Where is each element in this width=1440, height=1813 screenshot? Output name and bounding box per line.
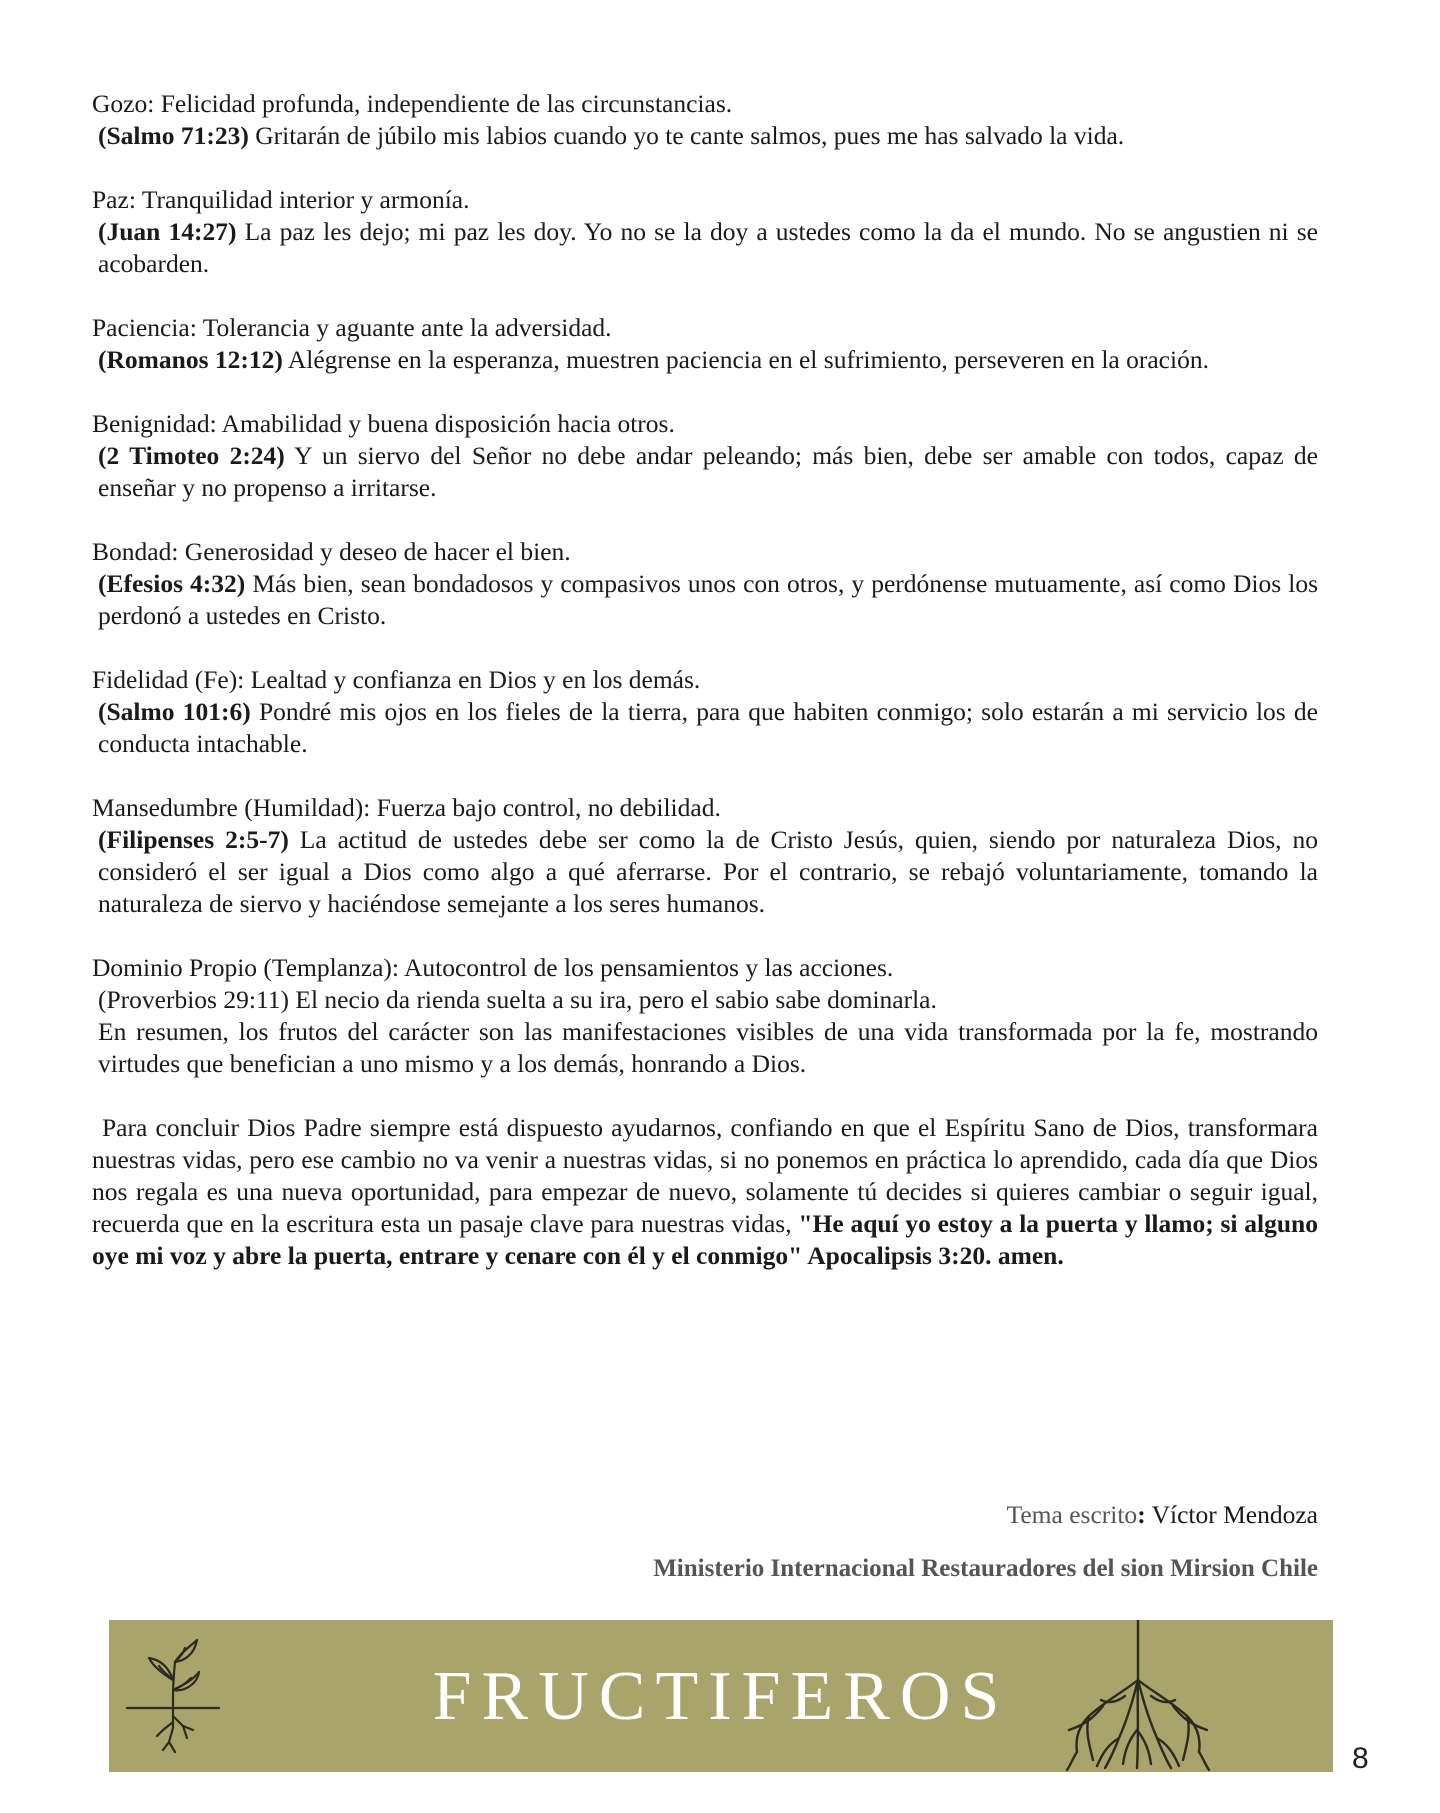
verse bbox=[92, 824, 1318, 920]
definition: Gozo: Felicidad profunda, independiente de las circunstancias. bbox=[92, 89, 733, 118]
fruit-section-paciencia bbox=[92, 312, 1318, 376]
verse bbox=[92, 216, 1318, 280]
author-credit bbox=[1007, 1500, 1318, 1530]
fruit-section-benignidad bbox=[92, 408, 1318, 504]
fruit-section-fidelidad bbox=[92, 664, 1318, 760]
closing-text: Para concluir Dios Padre siempre está dispuesto ayudarnos, confiando en que el Espíritu Sano de Dios, transformara nuestras vidas, pero ese cambio no va venir a nuestras vidas, si no ponemos en práctica lo aprendido, cada día que Dios nos regala es una nueva oportunidad, para empezar de nuevo, solamente tú decides si quieres cambiar o seguir igual, recuerda que en la escritura esta un pasaje clave para nuestras vidas, bbox=[92, 1113, 1318, 1238]
verse-text: Y un siervo del Señor no debe andar peleando; más bien, debe ser amable con todos, capaz de enseñar y no propenso a irritarse. bbox=[98, 441, 1319, 502]
roots-icon bbox=[1063, 1620, 1213, 1772]
fruit-section-bondad bbox=[92, 536, 1318, 632]
definition: Bondad: Generosidad y deseo de hacer el bien. bbox=[92, 537, 571, 566]
definition: Paciencia: Tolerancia y aguante ante la adversidad. bbox=[92, 313, 612, 342]
verse-text: Gritarán de júbilo mis labios cuando yo te cante salmos, pues me has salvado la vida. bbox=[248, 121, 1125, 150]
banner-title: FRUCTIFEROS bbox=[432, 1658, 1010, 1735]
definition: Mansedumbre (Humildad): Fuerza bajo control, no debilidad. bbox=[92, 793, 721, 822]
fruit-section-mansedumbre bbox=[92, 792, 1318, 920]
verse bbox=[92, 696, 1318, 760]
definition: Benignidad: Amabilidad y buena disposición hacia otros. bbox=[92, 409, 675, 438]
fruit-section-gozo bbox=[92, 88, 1318, 152]
credit-label: Tema escrito bbox=[1006, 1500, 1138, 1529]
verse-text: La actitud de ustedes debe ser como la de Cristo Jesús, quien, siendo por naturaleza Dios, no consideró el ser igual a Dios como algo a qué aferrarse. Por el contrario, se rebajó voluntariamente, tomando la naturaleza de siervo y haciéndose semejante a los seres humanos. bbox=[98, 825, 1318, 918]
verse-text: Alégrense en la esperanza, muestren paciencia en el sufrimiento, perseveren en la oración. bbox=[282, 345, 1209, 374]
verse bbox=[92, 120, 1318, 152]
verse bbox=[92, 568, 1318, 632]
verse-text: La paz les dejo; mi paz les doy. Yo no se la doy a ustedes como la da el mundo. No se angustien ni se acobarden. bbox=[98, 217, 1319, 278]
definition: Fidelidad (Fe): Lealtad y confianza en Dios y en los demás. bbox=[92, 665, 701, 694]
verse-reference: (Salmo 71:23) bbox=[98, 121, 249, 150]
verse bbox=[92, 440, 1318, 504]
page-number: 8 bbox=[1352, 1742, 1369, 1775]
verse-reference: (2 Timoteo 2:24) bbox=[98, 441, 285, 470]
summary-paragraph: En resumen, los frutos del carácter son las manifestaciones visibles de una vida transformada por la fe, mostrando virtudes que benefician a uno mismo y a los demás, honrando a Dios. bbox=[98, 1017, 1318, 1078]
verse-reference: (Juan 14:27) bbox=[98, 217, 237, 246]
closing-paragraph bbox=[92, 1112, 1318, 1272]
verse-reference: (Filipenses 2:5-7) bbox=[98, 825, 289, 854]
closing-section bbox=[92, 1112, 1318, 1272]
document-body bbox=[92, 88, 1318, 1304]
verse-line: (Proverbios 29:11) El necio da rienda suelta a su ira, pero el sabio sabe dominarla. bbox=[98, 985, 937, 1014]
verse-reference: (Romanos 12:12) bbox=[98, 345, 283, 374]
fruit-section-paz bbox=[92, 184, 1318, 280]
definition: Dominio Propio (Templanza): Autocontrol de los pensamientos y las acciones. bbox=[92, 953, 894, 982]
fruit-section-dominio-propio bbox=[92, 952, 1318, 1080]
verse-reference: (Efesios 4:32) bbox=[98, 569, 246, 598]
credit-colon: : bbox=[1137, 1500, 1146, 1529]
ministry-name: Ministerio Internacional Restauradores del sion Mirsion Chile bbox=[653, 1555, 1318, 1582]
definition: Paz: Tranquilidad interior y armonía. bbox=[92, 185, 470, 214]
verse-text: Más bien, sean bondadosos y compasivos unos con otros, y perdónense mutuamente, así como Dios los perdonó a ustedes en Cristo. bbox=[98, 569, 1318, 630]
footer-banner bbox=[109, 1620, 1333, 1772]
closing-quote: "He aquí yo estoy a la puerta y llamo; si alguno oye mi voz y abre la puerta, entrare y cenare con él y el conmigo" Apocalipsis 3:20. amen. bbox=[92, 1209, 1318, 1270]
author-name: Víctor Mendoza bbox=[1145, 1500, 1318, 1529]
verse-reference: (Salmo 101:6) bbox=[98, 697, 251, 726]
verse bbox=[92, 344, 1318, 376]
verse-text: Pondré mis ojos en los fieles de la tierra, para que habiten conmigo; solo estarán a mi servicio los de conducta intachable. bbox=[98, 697, 1319, 758]
